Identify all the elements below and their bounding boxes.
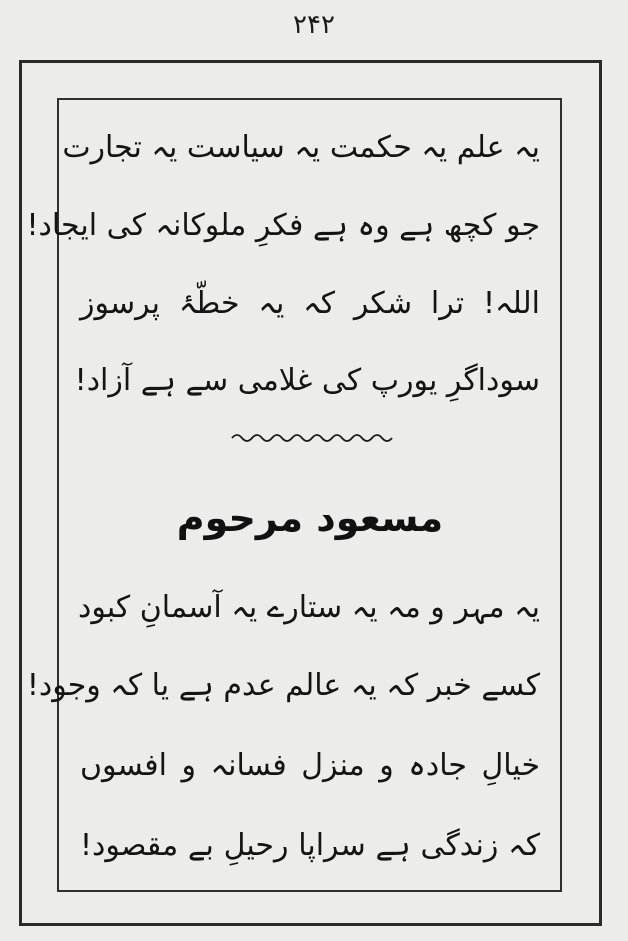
poem-1-line-3: اللہ! ترا شکر کہ یہ خطّۂ پرسوز	[80, 286, 540, 321]
poem-1-line-4: سوداگرِ یورپ کی غلامی سے ہے آزاد!	[74, 363, 540, 398]
poem-2-line-1: یہ مہر و مہ یہ ستارے یہ آسمانِ کبود	[78, 590, 540, 625]
poem-2-line-2: کسے خبر کہ یہ عالم عدم ہے یا کہ وجود!	[26, 668, 540, 703]
poem-2-line-4: کہ زندگی ہے سراپا رحیلِ بے مقصود!	[80, 828, 540, 863]
poem-1-line-1: یہ علم یہ حکمت یہ سیاست یہ تجارت	[62, 130, 540, 165]
page-number: ۲۴۲	[293, 10, 335, 40]
poem-2-title: مسعود مرحوم	[176, 496, 444, 540]
poem-2-line-3: خیالِ جادہ و منزل فسانہ و افسوں	[80, 748, 540, 783]
poem-1-line-2: جو کچھ ہے وہ ہے فکرِ ملوکانہ کی ایجاد!	[26, 208, 540, 243]
wavy-divider	[232, 430, 392, 446]
